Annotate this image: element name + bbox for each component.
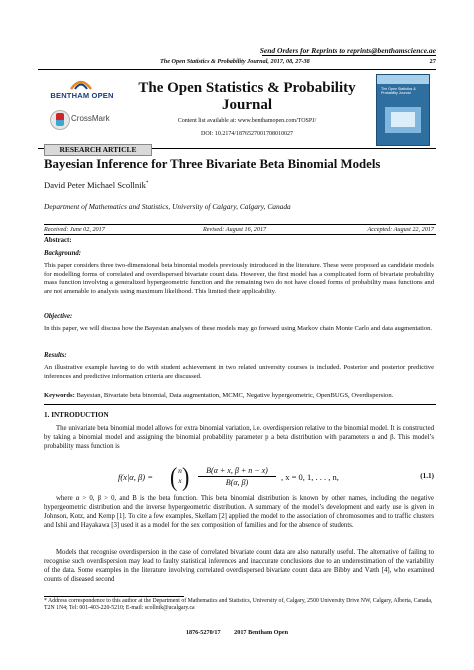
crossmark-badge[interactable] <box>50 110 120 130</box>
article-title: Bayesian Inference for Three Bivariate Beta Binomial Models <box>44 157 381 171</box>
author-mark: * <box>145 181 149 187</box>
background-text: This paper considers three two-dimensional beta binomial models previously introduced in the literature. These were proposed as candidate models for modelling forms of correlated and overdispersed bivariate count data. However, the first model has a complicated form of bivariate probability mass function involving a generalized hypergeometric function and the remaining two do not have closed forms of probability mass functions and are not amenable to analysis using maximum likelihood. This limited their applicability. <box>44 262 434 295</box>
cover-title: The Open Statistics & Probability Journal <box>381 87 416 96</box>
footer-publisher: 2017 Bentham Open <box>234 629 289 636</box>
introduction-heading: 1. INTRODUCTION <box>44 411 109 419</box>
objective-label: Objective: <box>44 313 73 320</box>
equation-1-1 <box>118 461 348 492</box>
date-received: Received: June 02, 2017 <box>44 226 105 233</box>
equation-fraction <box>198 465 276 488</box>
equation-lhs: f(x|α, β) = <box>118 472 153 482</box>
author-line <box>44 180 148 190</box>
date-accepted: Accepted: August 22, 2017 <box>367 226 434 233</box>
intro-paragraph-2: where α > 0, β > 0, and B is the beta function. This beta binomial distribution is known by other names, including the negative hypergeometric distribution and the inverse hypergeometric distribution. A summary of the model’s development and early use is given in Johnson, Kotz, and Kemp [1]. To cite a few examples, Skellam [2] applied the model to the association of chromosomes and to traffic clusters and Ishii and Hayakawa [3] used it as a model for the sex composition of families and for the absence of students. <box>44 495 434 530</box>
crossmark-label: CrossMark <box>71 114 110 123</box>
equation-number: (1.1) <box>420 472 434 480</box>
binom-left-paren: ( <box>170 461 178 492</box>
equation-numerator: B(α + x, β + n − x) <box>198 465 276 477</box>
keywords <box>44 392 434 401</box>
objective-text: In this paper, we will discuss how the Bayesian analyses of these models may go forward using Markov chain Monte Carlo and data augmentation. <box>44 325 433 332</box>
page-number: 27 <box>429 58 436 65</box>
journal-cover-image <box>376 74 430 146</box>
binom-bottom: x <box>178 476 182 485</box>
background-label: Background: <box>44 250 82 257</box>
abstract-end-rule <box>44 404 436 405</box>
reprints-rule <box>262 55 436 56</box>
equation-domain: , x = 0, 1, . . . , n, <box>281 472 339 482</box>
article-type-badge: RESEARCH ARTICLE <box>44 144 152 156</box>
dates-rule-top <box>44 224 436 225</box>
correspondence-footnote: * Address correspondence to this author at the Department of Mathematics and Statistics, University of, Calgary, 2500 University Drive NW, Calgary, Alberta, Canada, T2N 1N4; Tel: 001-403-220-5210; E-mail: scollnik@ucalgary.ca <box>44 598 433 612</box>
keywords-text: Bayesian, Bivariate beta binomial, Data augmentation, MCMC, Negative hypergeometric, OpenBUGS, Overdispersion. <box>76 392 394 399</box>
results-label: Results: <box>44 352 67 359</box>
cover-banner <box>377 75 429 84</box>
crossmark-icon <box>50 110 70 130</box>
footnote-rule <box>44 596 184 597</box>
page-footer <box>0 629 474 636</box>
header-rule <box>38 69 436 70</box>
results-text: An illustrative example having to do with student achievement in two related university courses is included. Posterior and posterior predictive inferences and predictive information criteria are discussed. <box>44 364 434 380</box>
running-head: The Open Statistics & Probability Journal, 2017, 08, 27-38 <box>160 58 310 65</box>
dates-rule-bottom <box>44 234 436 235</box>
binom-right-paren: ) <box>182 461 190 492</box>
binom-top: n <box>178 466 182 475</box>
bentham-open-logo <box>44 78 120 106</box>
cover-graphic <box>385 107 421 133</box>
date-revised: Revised: August 16, 2017 <box>203 226 267 233</box>
reprints-notice: Send Orders for Reprints to reprints@benthamscience.ae <box>259 46 436 55</box>
affiliation: Department of Mathematics and Statistics, University of Calgary, Calgary, Canada <box>44 202 291 211</box>
bentham-arc-icon <box>70 78 92 90</box>
footer-issn: 1876-5270/17 <box>185 629 221 636</box>
journal-doi[interactable]: DOI: 10.2174/1876527001708010027 <box>201 131 293 137</box>
intro-paragraph-1: The univariate beta binomial model allows for extra binomial variation, i.e. overdispersion relative to the binomial model. It is constructed by taking a binomial model and assigning the binomial probability parameter p a beta distribution with parameters α and β. This model’s probability mass function is <box>44 425 434 451</box>
abstract-heading: Abstract: <box>44 237 72 244</box>
journal-content-link[interactable]: Content list available at: www.benthamopen.com/TOSPJ/ <box>177 118 317 124</box>
publisher-name: BENTHAM OPEN <box>50 91 114 100</box>
intro-paragraph-3: Models that recognise overdispersion in the case of correlated bivariate count data are also naturally useful. The alternative of failing to recognise such overdispersion may lead to faulty statistical inferences and inaccurate conclusions due to an underestimation of the variability of the data. Some examples in the literature involving correlated overdispersed bivariate count data are Bibby and Væth [4], who examined counts of diseased second <box>44 549 434 584</box>
keywords-label: Keywords: <box>44 392 75 399</box>
journal-title: The Open Statistics & Probability Journal <box>138 80 356 113</box>
equation-denominator: B(α, β) <box>225 478 249 487</box>
author-name: David Peter Michael Scollnik <box>44 180 146 190</box>
